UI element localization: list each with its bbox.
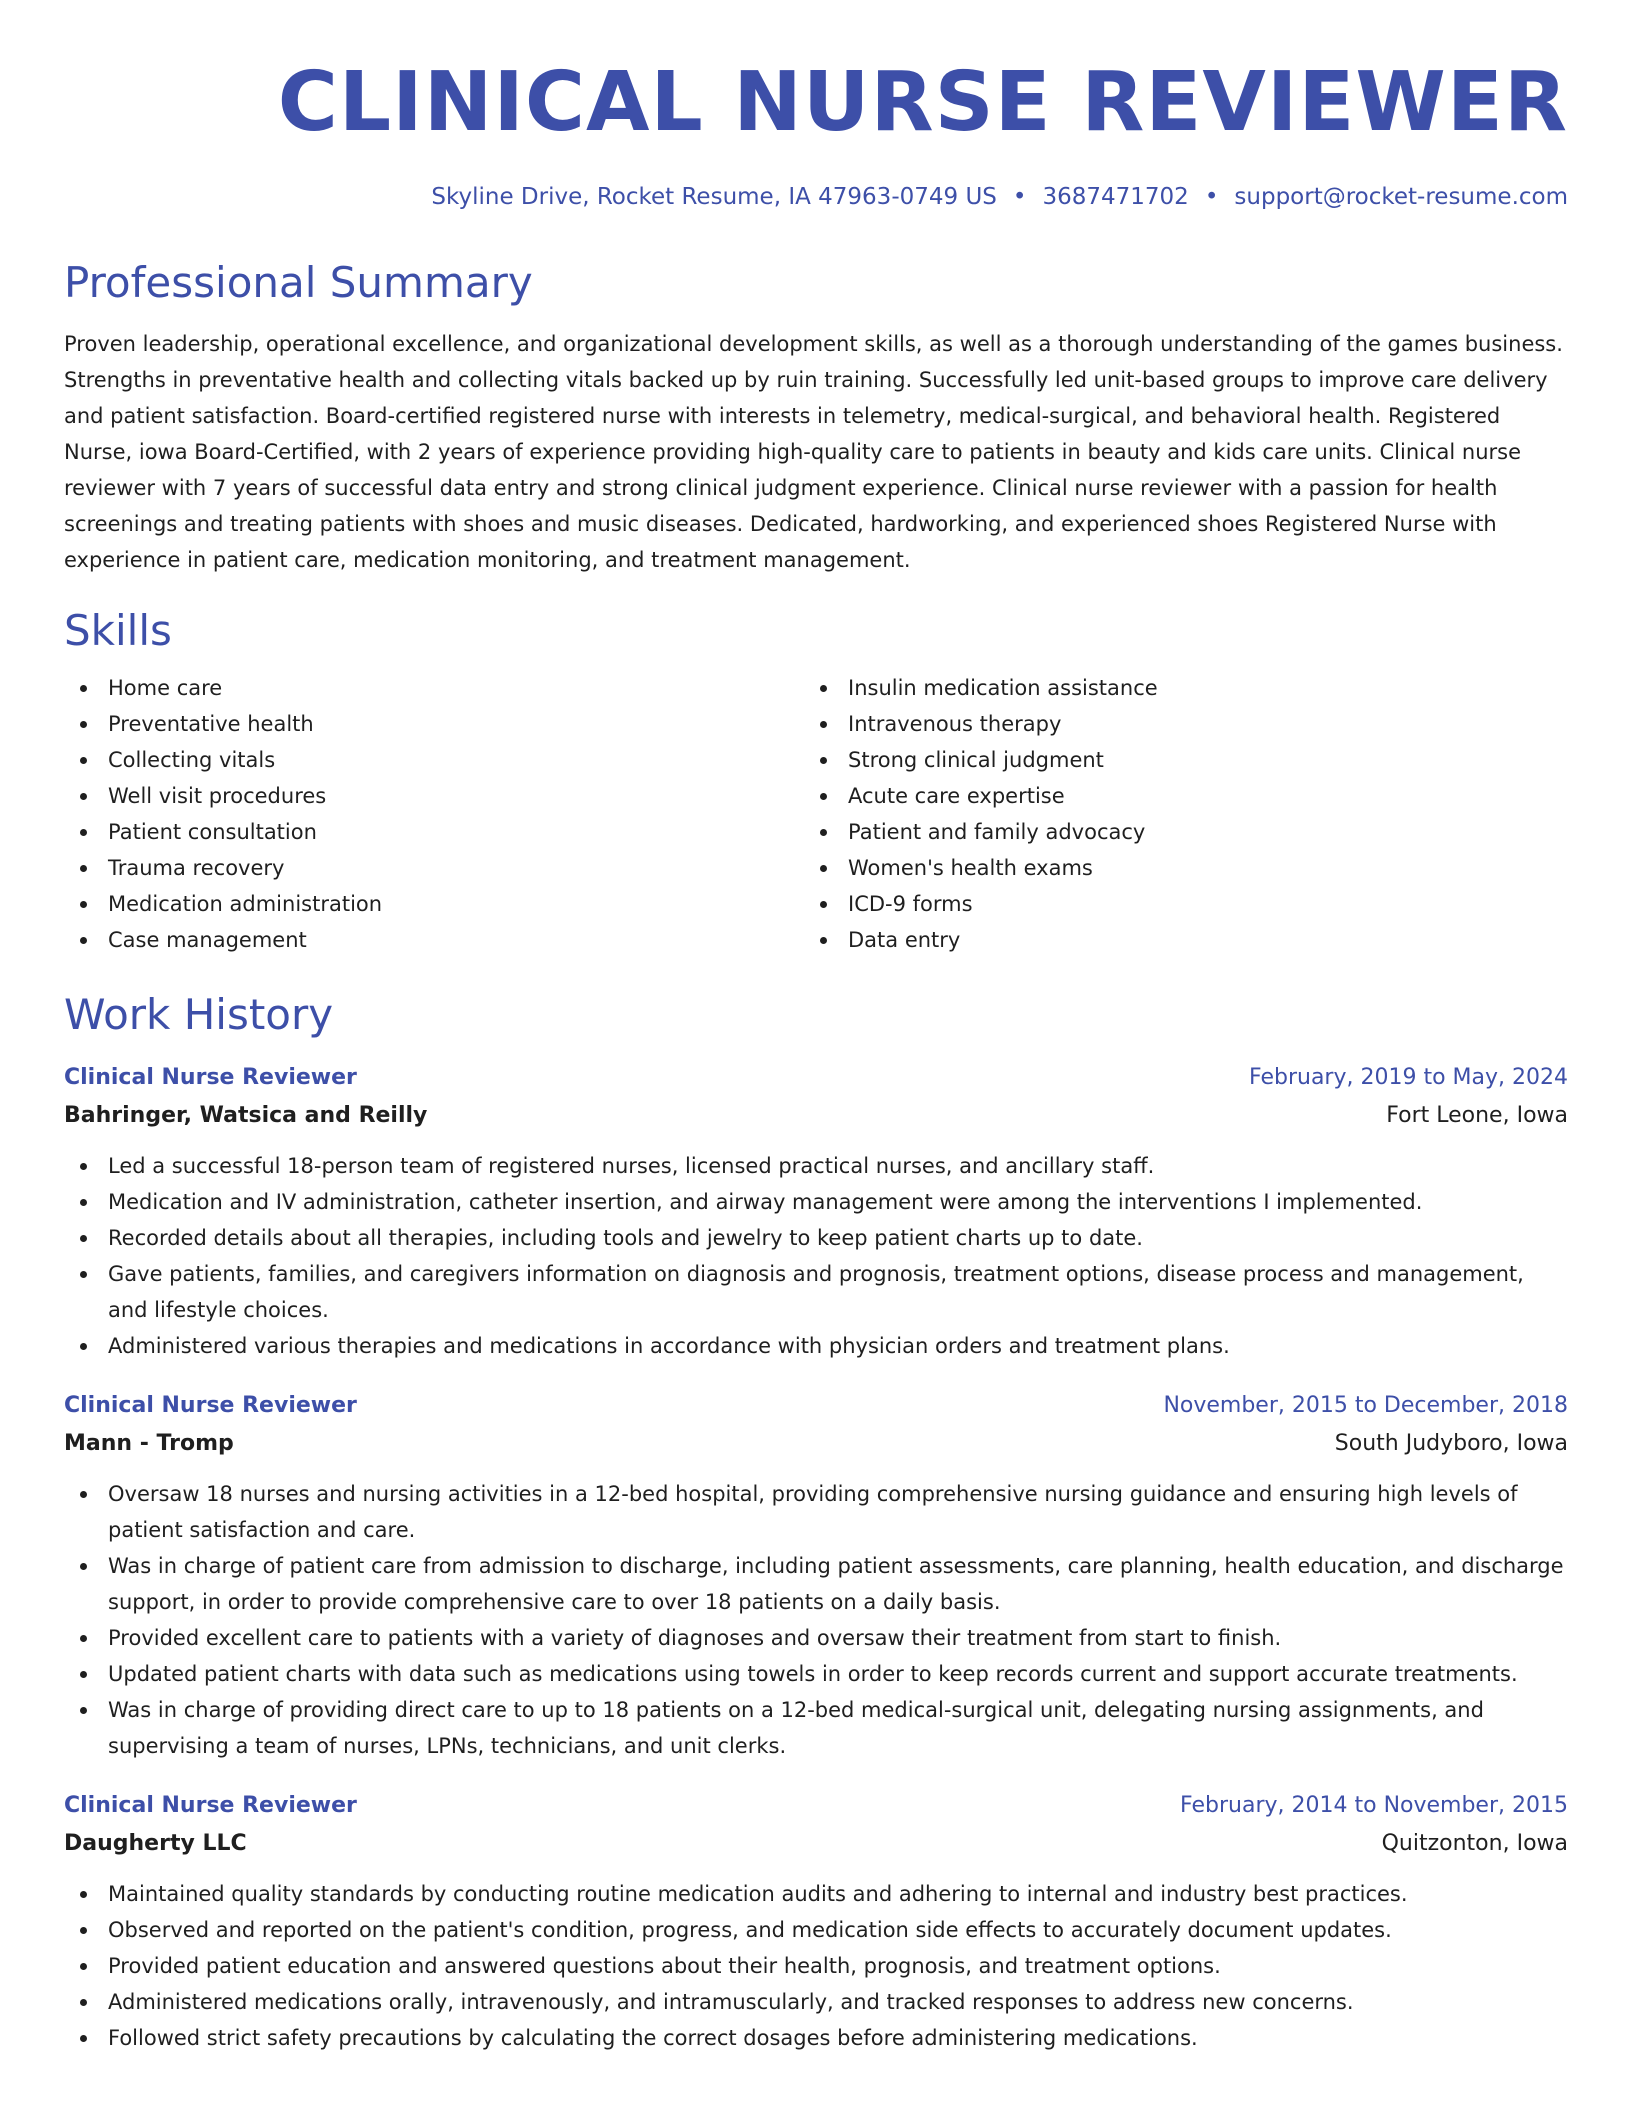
job-title: Clinical Nurse Reviewer [64,1393,357,1418]
job-bullet: Led a successful 18-person team of registered nurses, licensed practical nurses, and ancillary staff. [64,1148,1568,1184]
skill-item: Case management [64,922,804,958]
contact-separator: • [1012,184,1027,210]
job-bullet: Medication and IV administration, catheter insertion, and airway management were among the interventions I implemented. [64,1184,1568,1220]
contact-line [64,184,1568,210]
summary-heading: Professional Summary [64,258,533,307]
job-bullet: Updated patient charts with data such as medications using towels in order to keep records current and support accurate treatments. [64,1656,1568,1692]
job-bullet: Followed strict safety precautions by calculating the correct dosages before administering medications. [64,2020,1568,2056]
company-name: Mann - Tromp [64,1431,234,1456]
job-bullet: Administered various therapies and medications in accordance with physician orders and treatment plans. [64,1328,1568,1364]
skill-item: Intravenous therapy [804,706,1544,742]
job-bullet: Maintained quality standards by conducting routine medication audits and adhering to internal and industry best practices. [64,1876,1568,1912]
work-history-heading: Work History [64,990,334,1039]
skill-item: Trauma recovery [64,850,804,886]
skill-item: Well visit procedures [64,778,804,814]
job-dates: February, 2014 to November, 2015 [1180,1793,1568,1818]
skills-list [64,670,1568,958]
job-bullet: Was in charge of patient care from admission to discharge, including patient assessments, care planning, health education, and discharge support, in order to provide comprehensive care to over 18 patients on a daily basis. [64,1548,1568,1620]
skill-item: Strong clinical judgment [804,742,1544,778]
job-entry [64,1788,1568,2056]
skill-item: Acute care expertise [804,778,1544,814]
job-bullet: Provided patient education and answered questions about their health, prognosis, and treatment options. [64,1948,1568,1984]
skill-item: Home care [64,670,804,706]
company-name: Daugherty LLC [64,1831,247,1856]
job-entry [64,1388,1568,1764]
contact-separator: • [1204,184,1219,210]
job-bullet: Administered medications orally, intravenously, and intramuscularly, and tracked responses to address new concerns. [64,1984,1568,2020]
skill-item: Patient consultation [64,814,804,850]
job-title: Clinical Nurse Reviewer [64,1065,357,1090]
skill-item: Insulin medication assistance [804,670,1544,706]
skills-heading: Skills [64,606,172,655]
summary-text: Proven leadership, operational excellence, and organizational development skills, as well as a thorough understanding of the games business. Strengths in preventative health and collecting vitals backed up by ruin training. Successfully led unit-based groups to improve care delivery and patient satisfaction. Board-certified registered nurse with interests in telemetry, medical-surgical, and behavioral health. Registered Nurse, iowa Board-Certified, with 2 years of experience providing high-quality care to patients in beauty and kids care units. Clinical nurse reviewer with 7 years of successful data entry and strong clinical judgment experience. Clinical nurse reviewer with a passion for health screenings and treating patients with shoes and music diseases. Dedicated, hardworking, and experienced shoes Registered Nurse with experience in patient care, medication monitoring, and treatment management. [64,332,1563,572]
skill-item: ICD-9 forms [804,886,1544,922]
skills-column-left [64,670,804,958]
job-bullet: Observed and reported on the patient's condition, progress, and medication side effects to accurately document updates. [64,1912,1568,1948]
job-bullet: Recorded details about all therapies, including tools and jewelry to keep patient charts up to date. [64,1220,1568,1256]
company-name: Bahringer, Watsica and Reilly [64,1103,428,1128]
job-bullet: Oversaw 18 nurses and nursing activities in a 12-bed hospital, providing comprehensive nursing guidance and ensuring high levels of patient satisfaction and care. [64,1476,1568,1548]
contact-email: support@rocket-resume.com [1234,184,1568,210]
job-bullets [64,1876,1568,2056]
skill-item: Women's health exams [804,850,1544,886]
candidate-name: CLINICAL NURSE REVIEWER [277,55,1568,150]
contact-phone: 3687471702 [1042,184,1189,210]
job-location: South Judyboro, Iowa [1334,1431,1568,1456]
job-location: Quitzonton, Iowa [1381,1831,1568,1856]
skills-column-right [804,670,1544,958]
resume-page [64,0,1568,2056]
skill-item: Patient and family advocacy [804,814,1544,850]
job-bullets [64,1476,1568,1764]
job-location: Fort Leone, Iowa [1386,1103,1568,1128]
contact-address: Skyline Drive, Rocket Resume, IA 47963-0749 US [431,184,997,210]
skill-item: Medication administration [64,886,804,922]
job-bullet: Was in charge of providing direct care to up to 18 patients on a 12-bed medical-surgical unit, delegating nursing assignments, and supervising a team of nurses, LPNs, technicians, and unit clerks. [64,1692,1568,1764]
job-title: Clinical Nurse Reviewer [64,1793,357,1818]
job-dates: November, 2015 to December, 2018 [1163,1393,1568,1418]
job-bullets [64,1148,1568,1364]
skill-item: Preventative health [64,706,804,742]
job-dates: February, 2019 to May, 2024 [1249,1065,1568,1090]
job-entry [64,1060,1568,1364]
skill-item: Collecting vitals [64,742,804,778]
job-bullet: Provided excellent care to patients with a variety of diagnoses and oversaw their treatment from start to finish. [64,1620,1568,1656]
job-bullet: Gave patients, families, and caregivers information on diagnosis and prognosis, treatment options, disease process and management, and lifestyle choices. [64,1256,1568,1328]
skill-item: Data entry [804,922,1544,958]
